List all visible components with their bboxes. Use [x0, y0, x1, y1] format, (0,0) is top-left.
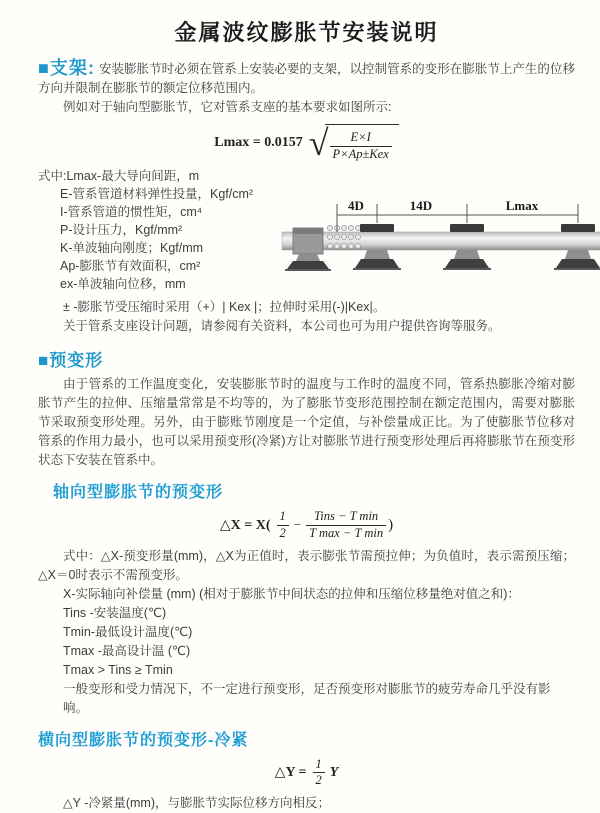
pipe-support-diagram: [280, 193, 600, 298]
plus-minus-note: ± -膨胀节受压缩时采用（+）| Kex |；拉伸时采用(-)|Kex|。: [63, 300, 386, 315]
axial-definitions: [38, 547, 575, 718]
axial-predeform-formula: [38, 509, 575, 541]
support-intro-paragraph: [38, 59, 575, 98]
pipe-diagram-svg: [280, 193, 600, 293]
definition-item: Tmax -最高设计温 (℃): [63, 643, 191, 658]
formula3-num: 1: [315, 756, 322, 771]
axial-note: 一般变形和受力情况下，不一定进行预变形，足否预变形对膨胀节的疲劳寿命几乎没有影响。: [63, 681, 551, 715]
predeform-body: 由于管系的工作温度变化，安装膨胀节时的温度与工作时的温度不同，管系热膨胀冷缩对膨胀节产生的拉伸、压缩量常常是不均等的，为了膨胀节变形范围控制在额定范围内，需要对膨胀节采取预变形处理。另外，由于膨账节刚度是一个定值，与补偿量成正比。为了使膨胀节位移对管系的作用力最小，也可以采用预变形(冷紧)方让对膨胀节进行预变形处理后再将膨胀节在预变形状态下安装在管系中。: [38, 377, 575, 468]
formula2-close-paren: ): [388, 516, 394, 533]
dimension-label-14d: 14D: [409, 198, 433, 214]
formula1-lhs: Lmax = 0.0157: [214, 135, 303, 151]
support-intro-text: 安装膨胀节时必须在管系上安装必要的支架，以控制管系的变形在膨胀节上产生的位移方向并限制在膨胀节的额定位移范围内。: [38, 62, 575, 95]
definitions-and-diagram: [38, 167, 575, 298]
formula3-den: 2: [313, 772, 325, 789]
definition-item: 式中:Lmax-最大导向间距，m: [38, 169, 200, 184]
predeform-section-heading: ■预变形: [38, 351, 104, 371]
symbol-definitions-list: [38, 167, 288, 293]
definition-item: I-管系管道的惯性矩，cm⁴: [60, 205, 203, 220]
lateral-note: △Y -冷紧量(mm)，与膨胀节实际位移方向相反；: [63, 795, 331, 810]
formula2-half-den: 2: [277, 525, 289, 542]
formula3-rhs: Y: [329, 764, 339, 780]
dimension-label-4d: 4D: [348, 198, 364, 214]
support-section-heading: ■支架:: [38, 58, 95, 78]
formula2-temp-fraction: [306, 509, 386, 541]
definition-item: X-实际轴向补偿量 (mm) (相对于膨胀节中间状态的拉伸和压缩位移量绝对值之和)：: [63, 586, 520, 601]
formula2-half-fraction: [277, 509, 289, 541]
support-example-line: 例如对于轴向型膨胀节，它对管系支座的基本要求如图所示:: [63, 100, 392, 114]
definition-item: E-管系管道材料弹性投量，Kgf/cm²: [60, 187, 254, 202]
axial-subheading: 轴向型膨胀节的预变形: [53, 484, 224, 502]
bellows-icon: [327, 226, 360, 249]
lateral-coldpull-formula: [38, 757, 575, 789]
definition-item: P-设计压力，Kgf/mm²: [60, 223, 183, 238]
axial-explain: 式中：△X-预变形量(mm)，△X为正值时，表示膨张节需预拉伸；为负值时，表示需预压缩；△X＝0时表示不需预变形。: [38, 548, 575, 582]
formula1-radicand: [325, 124, 399, 162]
definition-item: ex-单波轴向位移，mm: [60, 277, 186, 292]
consult-note: 关于管系支座设计问题，请参阅有关资料，本公司也可为用户提供咨询等服务。: [63, 319, 501, 334]
definition-item: Tmin-最低设计温度(℃): [63, 624, 193, 639]
formula3-lhs: △Y =: [274, 765, 307, 781]
formula3-fraction: [313, 757, 325, 789]
formula2-half-num: 1: [279, 509, 286, 524]
page-title: 金属波纹膨胀节安装说明: [174, 20, 439, 45]
formula1-denominator: P×Ap±Kex: [330, 146, 392, 163]
guide-spacing-formula: [38, 124, 575, 162]
definition-item: K-单波轴向刚度；Kgf/mm: [60, 241, 204, 256]
formula2-temp-num: Tins − T min: [314, 509, 379, 524]
dimension-label-lmax: Lmax: [505, 198, 539, 214]
formula1-fraction: [330, 130, 392, 162]
formula1-numerator: E×I: [350, 130, 371, 144]
radical-sign-icon: √: [308, 122, 329, 163]
definition-item: Tins -安装温度(℃): [63, 605, 167, 620]
definition-item: Ap-膨胀节有效面积，cm²: [60, 259, 201, 274]
definition-item: Tmax > Tins ≥ Tmin: [63, 662, 173, 677]
minus-sign: −: [293, 517, 302, 533]
formula2-lhs: △X = X(: [219, 517, 271, 533]
formula2-temp-den: T max − T min: [306, 525, 386, 542]
lateral-subheading: 横向型膨胀节的预变形-冷紧: [38, 731, 249, 749]
